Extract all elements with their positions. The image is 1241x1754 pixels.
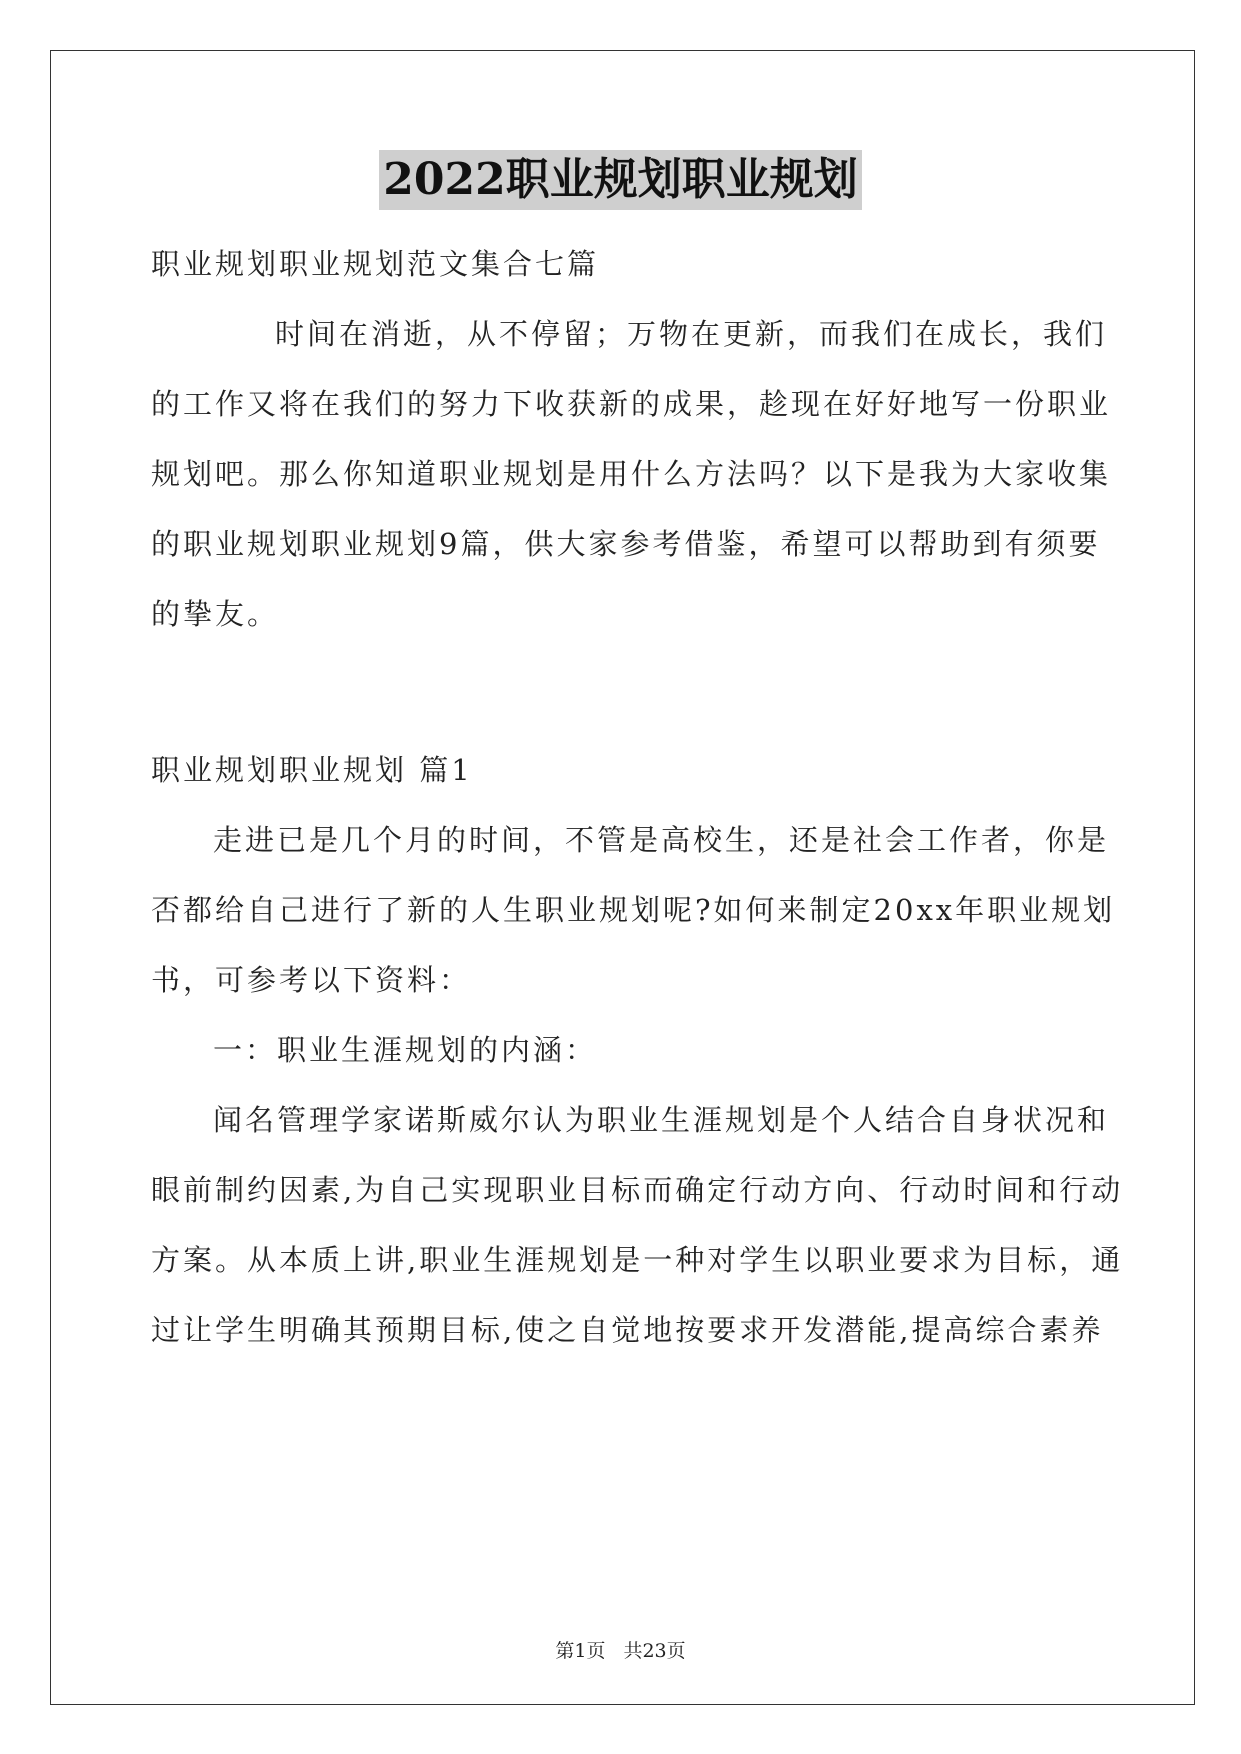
- paragraph-line: 眼前制约因素,为自己实现职业目标而确定行动方向、行动时间和行动: [151, 1173, 1124, 1207]
- paragraph-line: 否都给自己进行了新的人生职业规划呢?如何来制定20xx年职业规划: [151, 893, 1116, 927]
- page-border: [50, 50, 1195, 1705]
- page-number: 第1页: [555, 1640, 606, 1662]
- document-title: 2022职业规划职业规划: [379, 150, 861, 210]
- paragraph-line: 规划吧。那么你知道职业规划是用什么方法吗？以下是我为大家收集: [151, 457, 1112, 491]
- subtitle-line: 职业规划职业规划范文集合七篇: [151, 247, 600, 281]
- paragraph-line: 一：职业生涯规划的内涵：: [213, 1033, 598, 1067]
- section-heading: 职业规划职业规划 篇1: [151, 753, 473, 787]
- paragraph-line: 走进已是几个月的时间，不管是高校生，还是社会工作者，你是: [213, 823, 1110, 857]
- paragraph-line: 的工作又将在我们的努力下收获新的成果，趁现在好好地写一份职业: [151, 387, 1112, 421]
- page-total: 共23页: [623, 1640, 686, 1662]
- title-container: [0, 150, 1241, 210]
- paragraph-line: 方案。从本质上讲,职业生涯规划是一种对学生以职业要求为目标，通: [151, 1243, 1124, 1277]
- paragraph-line: 的职业规划职业规划9篇，供大家参考借鉴，希望可以帮助到有须要: [151, 527, 1101, 561]
- paragraph-line: 的挚友。: [151, 597, 280, 631]
- paragraph-line: 闻名管理学家诺斯威尔认为职业生涯规划是个人结合自身状况和: [213, 1103, 1110, 1137]
- paragraph-line: 时间在消逝，从不停留；万物在更新，而我们在成长，我们: [275, 317, 1108, 351]
- page-footer: [0, 1636, 1241, 1663]
- paragraph-line: 书，可参考以下资料：: [151, 963, 472, 997]
- paragraph-line: 过让学生明确其预期目标,使之自觉地按要求开发潜能,提高综合素养: [151, 1313, 1104, 1347]
